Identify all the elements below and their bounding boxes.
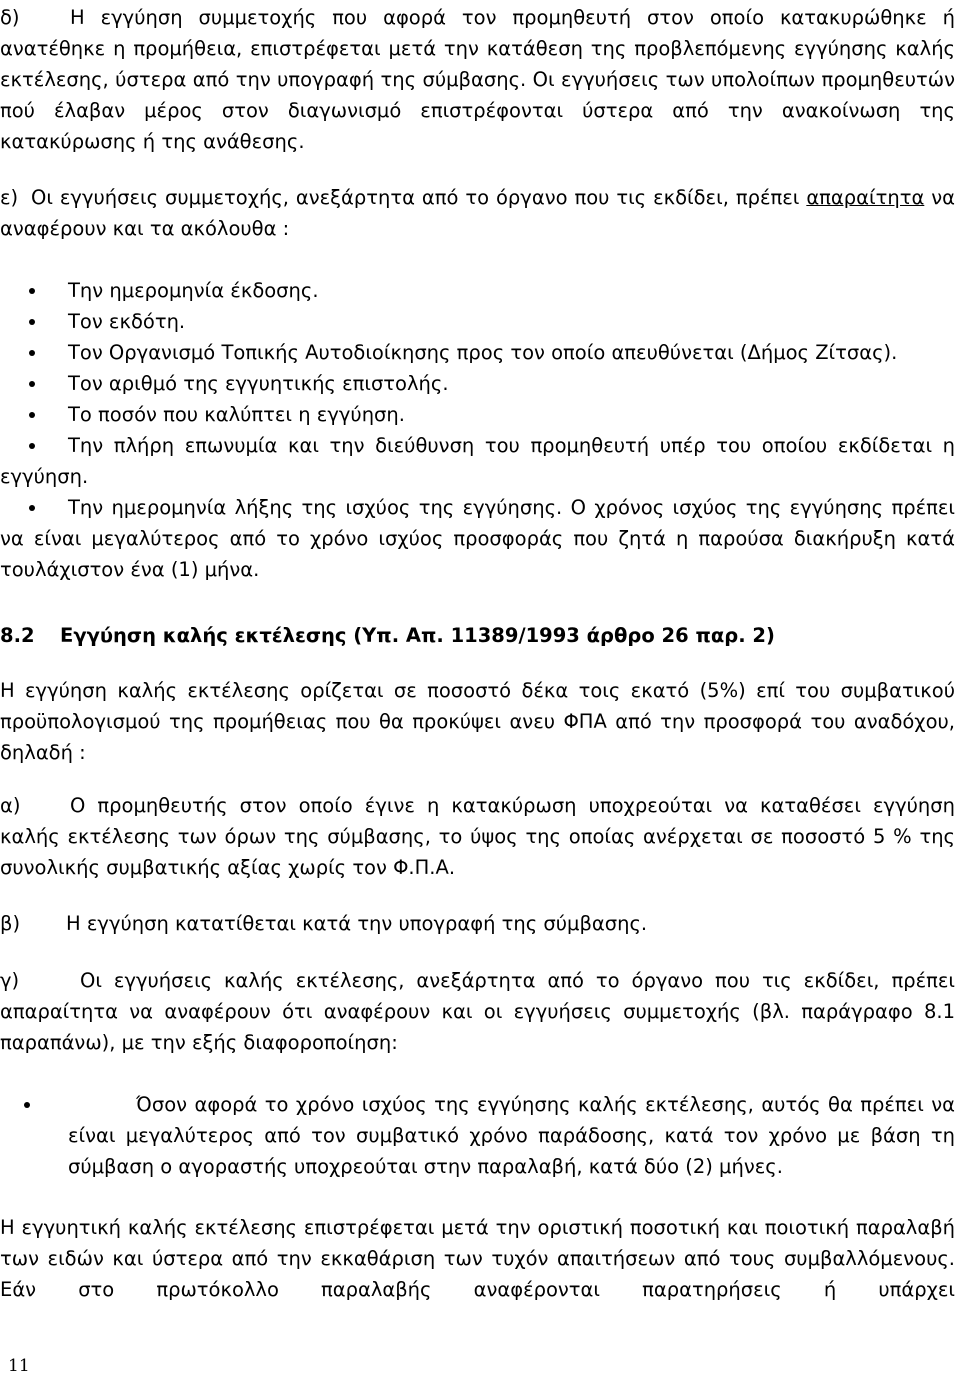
paragraph-b-label: β) bbox=[0, 912, 21, 935]
section-title: Εγγύηση καλής εκτέλεσης (Υπ. Απ. 11389/1993 άρθρο 26 παρ. 2) bbox=[60, 624, 775, 647]
list-item: Την πλήρη επωνυμία και την διεύθυνση του προμηθευτή υπέρ του οποίου εκδίδεται η εγγύηση. bbox=[0, 434, 955, 488]
bullet-icon bbox=[29, 381, 35, 387]
list-item: Τον Οργανισμό Τοπικής Αυτοδιοίκησης προς τον οποίο απευθύνεται (Δήμος Ζίτσας). bbox=[0, 337, 955, 368]
page-number: 11 bbox=[8, 1356, 30, 1376]
paragraph-d-label: δ) bbox=[0, 6, 20, 29]
paragraph-e-underlined: απαραίτητα bbox=[806, 186, 925, 209]
bullet-icon bbox=[24, 1102, 30, 1108]
list-item: Την ημερομηνία λήξης της ισχύος της εγγύησης. Ο χρόνος ισχύος της εγγύησης πρέπει να είναι μεγαλύτερος από το χρόνο ισχύος προσφοράς που ζητά η παρούσα διακήρυξη κατά τουλάχιστον ένα (1) μήνα. bbox=[0, 496, 955, 581]
paragraph-e-text-before: Οι εγγυήσεις συμμετοχής, ανεξάρτητα από το όργανο που τις εκδίδει, πρέπει bbox=[31, 186, 800, 209]
paragraph-b bbox=[0, 908, 955, 939]
bullet-icon bbox=[29, 350, 35, 356]
section-heading bbox=[0, 620, 775, 651]
paragraph-a bbox=[0, 790, 955, 883]
paragraph-d-text: Η εγγύηση συμμετοχής που αφορά τον προμηθευτή στον οποίο κατακυρώθηκε ή ανατέθηκε η προμήθεια, επιστρέφεται μετά την κατάθεση της προβλεπόμενης εγγύησης καλής εκτέλεσης, ύστερα από την υπογραφή της σύμβασης. Οι εγγυήσεις των υπολοίπων προμηθευτών πού έλαβαν μέρος στον διαγωνισμό επιστρέφονται ύστερα από την ανακοίνωση της κατακύρωσης ή της ανάθεσης. bbox=[0, 6, 955, 153]
paragraph-b-text: Η εγγύηση κατατίθεται κατά την υπογραφή της σύμβασης. bbox=[66, 912, 648, 935]
final-paragraph: Η εγγυητική καλής εκτέλεσης επιστρέφεται μετά την οριστική ποσοτική και ποιοτική παραλαβή των ειδών και ύστερα από την εκκαθάριση των τυχόν απαιτήσεων από τους συμβαλλόμενους. Εάν στο πρωτόκολλο παραλαβής αναφέρονται παρατηρήσεις ή υπάρχει bbox=[0, 1216, 955, 1301]
paragraph-d bbox=[0, 2, 955, 157]
paragraph-a-label: α) bbox=[0, 794, 21, 817]
section-number: 8.2 bbox=[0, 624, 35, 647]
list-item: Την ημερομηνία έκδοσης. bbox=[0, 275, 955, 306]
intro-paragraph: Η εγγύηση καλής εκτέλεσης ορίζεται σε ποσοστό δέκα τοις εκατό (5%) επί του συμβατικού προϋπολογισμού της προμήθειας που θα προκύψει ανευ ΦΠΑ από την προσφορά του αναδόχου, δηλαδή : bbox=[0, 679, 955, 764]
list-item: Τον εκδότη. bbox=[0, 306, 955, 337]
paragraph-g-label: γ) bbox=[0, 969, 20, 992]
bullet-icon bbox=[29, 443, 35, 449]
paragraph-e-text-after: να αναφέρουν και τα ακόλουθα : bbox=[0, 186, 956, 240]
paragraph-e-label: ε) bbox=[0, 186, 19, 209]
paragraph-g-text: Οι εγγυήσεις καλής εκτέλεσης, ανεξάρτητα από το όργανο που τις εκδίδει, πρέπει απαραίτητα να αναφέρουν ότι αναφέρουν και οι εγγυήσεις συμμετοχής (βλ. παράγραφο 8.1 παραπάνω), με την εξής διαφοροποίηση: bbox=[0, 969, 955, 1054]
paragraph-a-text: Ο προμηθευτής στον οποίο έγινε η κατακύρωση υποχρεούται να καταθέσει εγγύηση καλής εκτέλεσης των όρων της σύμβασης, το ύψος της οποίας ανέρχεται σε ποσοστό 5 % της συνολικής συμβατικής αξίας χωρίς τον Φ.Π.Α. bbox=[0, 794, 955, 879]
bullet-icon bbox=[29, 288, 35, 294]
requirements-list bbox=[0, 275, 955, 585]
bullet-icon bbox=[29, 319, 35, 325]
paragraph-g bbox=[0, 965, 955, 1058]
bullet-icon bbox=[29, 505, 35, 511]
list-item: Το ποσόν που καλύπτει η εγγύηση. bbox=[0, 399, 955, 430]
list-item: Τον αριθμό της εγγυητικής επιστολής. bbox=[0, 368, 955, 399]
bullet-icon bbox=[29, 412, 35, 418]
paragraph-e bbox=[0, 182, 955, 244]
bullet-g-item: Όσον αφορά το χρόνο ισχύος της εγγύησης καλής εκτέλεσης, αυτός θα πρέπει να είναι μεγαλύτερος από τον συμβατικό χρόνο παράδοσης, κατά τον χρόνο με βάση τη σύμβαση ο αγοραστής υποχρεούται στην παραλαβή, κατά δύο (2) μήνες. bbox=[68, 1089, 955, 1182]
